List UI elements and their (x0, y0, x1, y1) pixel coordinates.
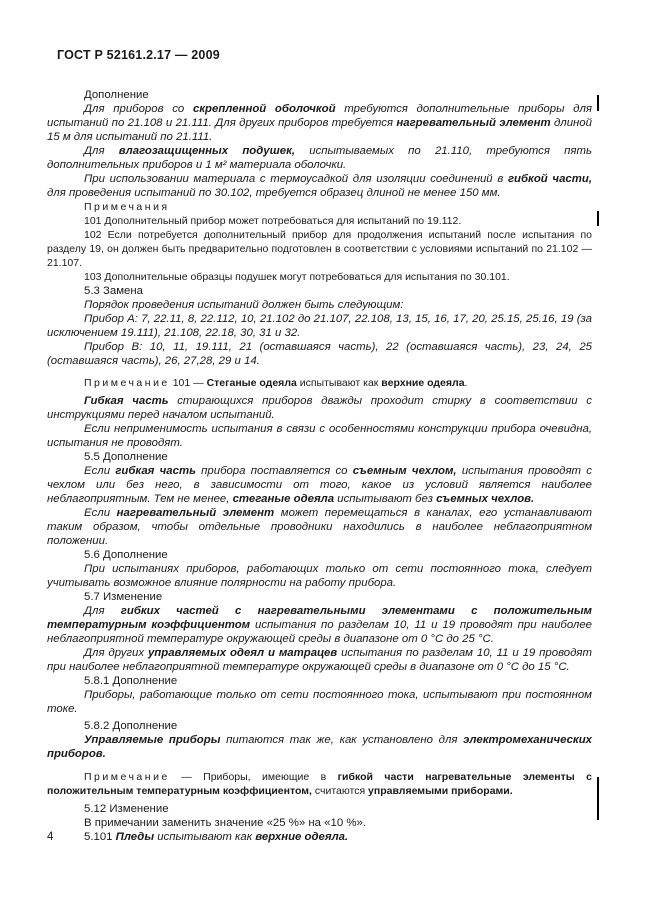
page-number: 4 (47, 831, 54, 843)
text-segment: испытывают как (296, 377, 382, 389)
heading-5-8-2 (47, 719, 592, 733)
text-segment: Прибор В: 10, 11, 19.111, 21 (оставшаяся часть), 22 (оставшаяся часть), 23, 24, 25 (оставшаяся часть), 26, 27,28, 29 и 14. (47, 341, 592, 367)
text-segment: . (464, 377, 468, 389)
text-segment: Приборы, работающие только от сети постоянного тока, испытывают при постоянном токе. (47, 689, 592, 715)
text-segment: Если неприменимость испытания в связи с особенностями конструкции прибора очевидна, испытания не проводят. (47, 423, 592, 449)
text-segment: Если (84, 465, 116, 477)
text-segment: съемным чехлом, (352, 465, 457, 477)
text-segment: Примечания (84, 201, 170, 213)
text-segment: гибкой части, (507, 173, 592, 185)
text-segment: верхние одеяла (381, 377, 465, 389)
para-replace-value (47, 816, 592, 830)
text-segment: Порядок проведения испытаний должен быть следующим: (84, 299, 404, 311)
supplement-label (47, 88, 592, 102)
text-segment: В примечании заменить значение «25 %» на «10 %». (84, 817, 366, 829)
document-content (47, 88, 592, 844)
para-controlled-blankets (47, 646, 592, 674)
text-segment: нагревательный элемент (116, 507, 275, 519)
text-segment: Примечание (84, 771, 170, 783)
text-segment: При испытаниях приборов, работающих только от сети постоянного тока, следует учитывать возможное влияние полярности на работу прибора. (47, 563, 592, 589)
text-segment: стирающихся приборов дважды проходит стирку в соответствии с инструкциями перед началом испытаний. (47, 395, 592, 421)
text-segment: питаются так же, как установлено для (220, 734, 464, 746)
text-segment: 5.8.2 Дополнение (84, 720, 178, 732)
text-segment: требуются дополнительные приборы для испытаний по 21.108 и 21.111. Для других приборов требуется (47, 103, 592, 129)
change-bar (597, 211, 599, 226)
text-segment: 101 — (169, 377, 207, 389)
note-ptc-controlled (47, 770, 592, 798)
para-waterproof-pads (47, 144, 592, 172)
text-segment: Если (84, 507, 117, 519)
text-segment: Для (84, 605, 121, 617)
para-dc-polarity (47, 562, 592, 590)
para-5-101-rugs (47, 830, 592, 844)
text-segment: для проведения испытаний по 30.102, требуется образец длиной не менее 150 мм. (47, 187, 501, 199)
text-segment: управляемых одеял и матрацев (147, 647, 338, 659)
text-segment: влагозащищенных подушек, (118, 145, 296, 157)
para-dc-only (47, 688, 592, 716)
heading-5-3 (47, 284, 592, 298)
document-title: ГОСТ Р 52161.2.17 — 2009 (57, 48, 220, 62)
text-segment: 5.5 Дополнение (84, 451, 168, 463)
text-segment: может перемещаться в каналах, его устанавливают таким образом, чтобы отдельные проводники находились в наиболее неблагоприятном положении. (47, 507, 592, 547)
text-segment: — Приборы, имеющие в (169, 771, 338, 783)
para-controlled-appliances (47, 733, 592, 761)
text-segment: считаются (311, 785, 369, 797)
text-segment: При использовании материала с термоусадкой для изоляции соединений в (84, 173, 508, 185)
change-bar (597, 95, 599, 111)
para-fastened-enclosure (47, 102, 592, 144)
text-segment: испытываемых по 21.110, требуются пять дополнительных приборов и 1 м² материала оболочки. (47, 145, 592, 171)
text-segment: 5.12 Изменение (84, 803, 169, 815)
text-segment: прибора поставляется со (195, 465, 353, 477)
text-segment: 103 Дополнительные образцы подушек могут потребоваться для испытания по 30.101. (84, 271, 510, 283)
text-segment: Для приборов со (84, 103, 193, 115)
note-103 (47, 270, 592, 284)
text-segment: длиной 15 м для испытаний по 21.111. (47, 117, 592, 143)
text-segment: 5.101 (84, 831, 116, 843)
para-test-order (47, 298, 592, 312)
heading-5-12 (47, 802, 592, 816)
para-heat-shrink (47, 172, 592, 200)
text-segment: Примечание (84, 377, 170, 389)
text-segment: 5.8.1 Дополнение (84, 675, 178, 687)
text-segment: испытания по разделам 10, 11 и 19 проводят при наиболее неблагоприятной температуре окружающей среды в диапазоне от 0 °С до 15 °С. (47, 647, 593, 673)
text-segment: стеганые одеяла (232, 493, 335, 505)
para-appliance-b (47, 340, 592, 368)
para-flexible-part-washing (47, 394, 592, 422)
text-segment: 5.6 Дополнение (84, 549, 168, 561)
text-segment: 5.3 Замена (84, 285, 144, 297)
text-segment: Дополнение (84, 89, 149, 101)
text-segment: Управляемые приборы (84, 734, 221, 746)
text-segment: съемных чехлов. (436, 493, 535, 505)
change-bar (597, 777, 599, 820)
text-segment: гибкой части нагревательные элементы с положительным температурным коэффициентом, (47, 771, 593, 797)
heading-5-7 (47, 590, 592, 604)
para-inapplicability (47, 422, 592, 450)
text-segment: испытывают как (154, 831, 256, 843)
notes-header (47, 200, 592, 214)
text-segment: скрепленной оболочкой (192, 103, 336, 115)
para-appliance-a (47, 312, 592, 340)
heading-5-5 (47, 450, 592, 464)
text-segment: управляемыми приборами. (368, 785, 513, 797)
text-segment: 102 Если потребуется дополнительный прибор для продолжения испытаний после испытания по разделу 19, он должен быть предварительно подготовлен в соответствии с условиями испытаний по 21.102 — 21.107. (47, 229, 592, 269)
text-segment: испытания проводят с чехлом или без него, в зависимости от того, какое из условий является наиболее неблагоприятным. Тем не менее, (47, 465, 592, 505)
text-segment: 101 Дополнительный прибор может потребоваться для испытаний по 19.112. (84, 215, 462, 227)
para-detachable-cover (47, 464, 592, 506)
text-segment: Прибор А: 7, 22.11, 8, 22.112, 10, 21.102 до 21.107, 22.108, 13, 15, 16, 17, 20, 25.15, 25.16, 19 (за исключением 19.111), 21.108, 22.18, 30, 31 и 32. (47, 313, 592, 339)
text-segment: гибкая часть (115, 465, 196, 477)
text-segment: верхние одеяла. (255, 831, 349, 843)
heading-5-8-1 (47, 674, 592, 688)
text-segment: испытания по разделам 10, 11 и 19 проводят при наиболее неблагоприятной температуре окружающей среды в диапазоне от 0 °С до 25 °С. (47, 619, 592, 645)
text-segment: электромеханических приборов. (47, 734, 592, 760)
text-segment: гибких частей с нагревательными элементами с положительным температурным коэффициентом (47, 605, 592, 631)
note-102 (47, 228, 592, 270)
para-ptc-elements (47, 604, 592, 646)
text-segment: испытывают без (334, 493, 437, 505)
text-segment: Для (84, 145, 119, 157)
heading-5-6 (47, 548, 592, 562)
text-segment: нагревательный элемент (396, 117, 551, 129)
note-101 (47, 214, 592, 228)
text-segment: Пледы (115, 831, 155, 843)
text-segment: Стеганые одеяла (206, 377, 297, 389)
text-segment: 5.7 Изменение (84, 591, 163, 603)
text-segment: Гибкая часть (84, 395, 169, 407)
para-heating-element-ducts (47, 506, 592, 548)
note-101-quilts (47, 376, 592, 390)
text-segment: Для других (84, 647, 148, 659)
